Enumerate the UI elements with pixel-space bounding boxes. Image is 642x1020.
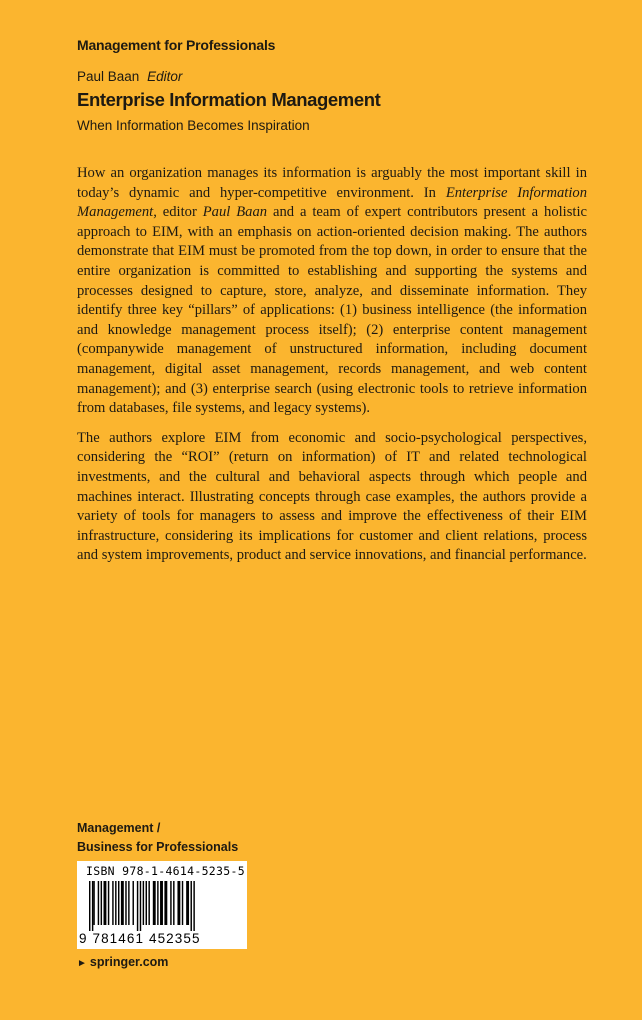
blurb-paragraph-2: The authors explore EIM from economic and socio-psychological perspectives, considering the “ROI” (return on information) of IT and related technological investments, and the cultural and behavioral aspects through which people and machines interact. Illustrating concepts through case examples, the authors provide a variety of tools for managers to assess and improve the effectiveness of their EIM infrastructure, considering its implications for customer and client relations, process and system improvements, product and service innovations, and financial performance. (77, 429, 587, 564)
blurb-italic-run: Paul Baan (202, 204, 268, 221)
category-label (77, 819, 238, 857)
barcode-bar (193, 881, 194, 931)
barcode-bar (115, 881, 116, 925)
barcode-bar (98, 881, 99, 925)
book-subtitle: When Information Becomes Inspiration (77, 118, 310, 133)
series-title: Management for Professionals (77, 37, 276, 53)
barcode-bar (121, 881, 124, 925)
editor-line (77, 69, 182, 84)
barcode-bar (137, 881, 138, 931)
barcode-bars (89, 881, 239, 931)
barcode-bar (128, 881, 129, 925)
category-line-2: Business for Professionals (77, 840, 239, 854)
barcode-bar (112, 881, 113, 925)
barcode-bar (108, 881, 109, 925)
barcode-bar (173, 881, 174, 925)
barcode-bar (160, 881, 163, 925)
isbn-barcode (77, 861, 247, 949)
category-line-1: Management / (77, 821, 161, 835)
barcode-bar (157, 881, 158, 925)
blurb-text-run: How an organization manages its information is arguably the most important skill in today’s dynamic and hyper-competitive environment. In (77, 165, 587, 201)
barcode-bar (89, 881, 90, 931)
barcode-bar (191, 881, 192, 931)
editor-role: Editor (147, 69, 183, 84)
blurb (77, 164, 587, 576)
barcode-bar (93, 881, 94, 925)
barcode-bar (140, 881, 141, 931)
barcode-bar (182, 881, 183, 925)
isbn-label: ISBN 978-1-4614-5235-5 (86, 864, 245, 878)
editor-name: Paul Baan (77, 69, 140, 84)
arrow-right-icon: ► (77, 958, 87, 969)
barcode-bar (177, 881, 180, 925)
isbn-digits: 9 781461 452355 (79, 931, 201, 946)
barcode-bar (125, 881, 126, 925)
blurb-text-run: , editor (153, 204, 203, 221)
blurb-text-run: and a team of expert contributors present a holistic approach to EIM, with an emphasis on action-oriented decision making. The authors demonstrate that EIM must be promoted from the top down, in order to ensure that the entire organization is committed to establishing and supporting the systems and processes designed to capture, store, analyze, and disseminate information. They identify three key “pillars” of applications: (1) business intelligence (the information and knowledge management process itself); (2) enterprise content management (companywide management of unstructured information, including document management, digital asset management, records management, and web content management); and (3) enterprise search (using electronic tools to retrieve information from databases, file systems, and legacy systems). (77, 204, 587, 417)
barcode-bar (118, 881, 119, 925)
book-title: Enterprise Information Management (77, 89, 381, 110)
barcode-bar (170, 881, 171, 925)
publisher-url: springer.com (89, 955, 169, 969)
barcode-bar (104, 881, 107, 925)
barcode-bar (143, 881, 144, 925)
barcode-bar (133, 881, 134, 925)
barcode-bar (164, 881, 167, 925)
barcode-bar (153, 881, 156, 925)
barcode-bar (146, 881, 147, 925)
barcode-bar (148, 881, 149, 925)
blurb-paragraph-1 (77, 164, 587, 419)
barcode-bar (186, 881, 189, 925)
barcode-bar (92, 881, 93, 931)
barcode-bar (101, 881, 102, 925)
blurb-italic-run: Enterprise Information Management (77, 184, 587, 221)
publisher-link[interactable] (77, 955, 168, 969)
